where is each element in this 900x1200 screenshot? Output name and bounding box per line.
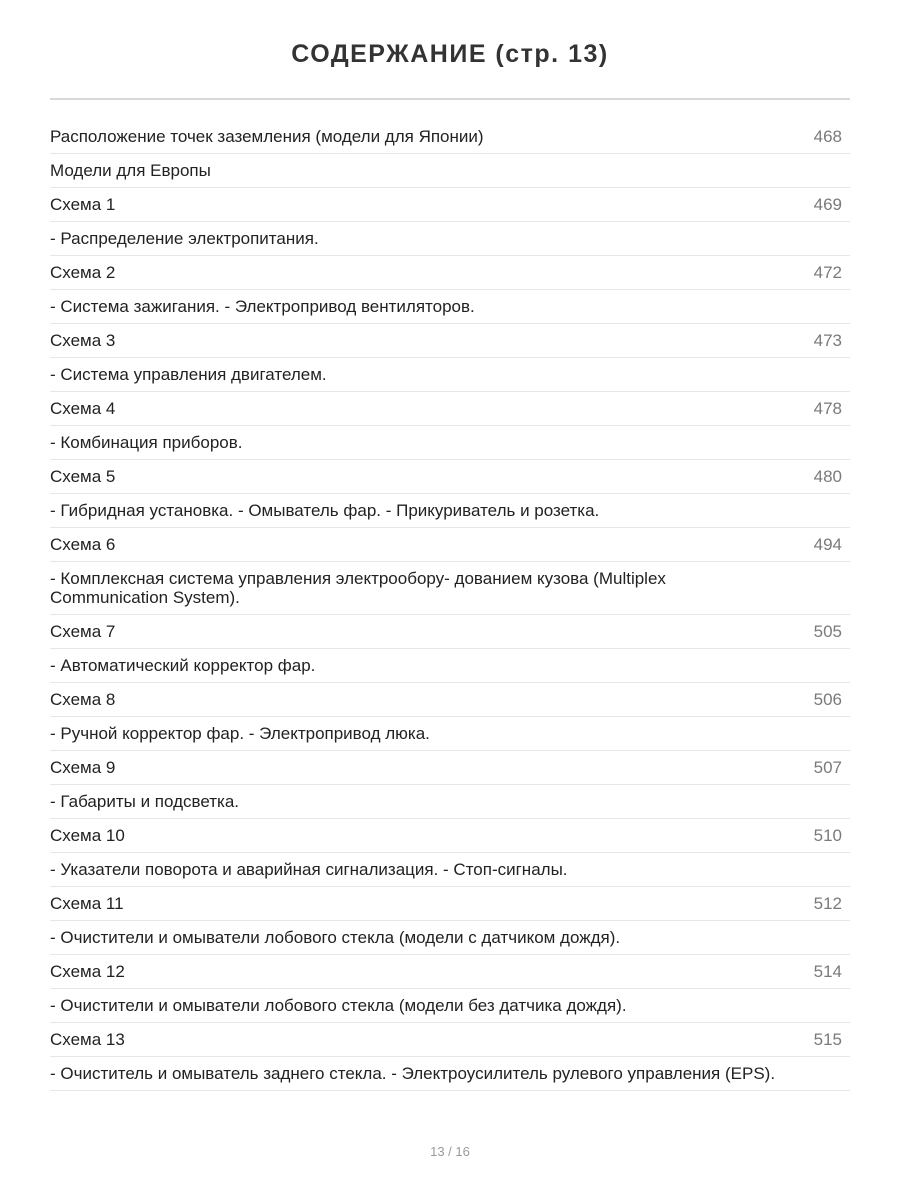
toc-entry-text: - Очистители и омыватели лобового стекла (модели с датчиком дождя). bbox=[50, 928, 621, 947]
title-divider bbox=[50, 98, 850, 100]
toc-entry-text: - Очистители и омыватели лобового стекла (модели без датчика дождя). bbox=[50, 996, 627, 1015]
toc-entry-text: Расположение точек заземления (модели для Японии) bbox=[50, 127, 484, 146]
toc-page-number: 473 bbox=[813, 331, 842, 350]
toc-row bbox=[50, 1023, 850, 1057]
toc-entry-text: - Комбинация приборов. bbox=[50, 433, 243, 452]
toc-page-number: 505 bbox=[813, 622, 842, 641]
toc-entry-text: - Комплексная система управления электрообору- дованием кузова (Multiplex Communication System). bbox=[50, 569, 666, 607]
toc-row bbox=[50, 717, 850, 751]
toc-entry-text: - Указатели поворота и аварийная сигнализация. - Стоп-сигналы. bbox=[50, 860, 568, 879]
page-title: СОДЕРЖАНИЕ (стр. 13) bbox=[291, 40, 609, 68]
toc-entry-text: Схема 2 bbox=[50, 263, 116, 282]
toc-row bbox=[50, 921, 850, 955]
toc-row bbox=[50, 683, 850, 717]
toc-page-number: 480 bbox=[813, 467, 842, 486]
toc-row bbox=[50, 528, 850, 562]
toc-entry-text: Схема 3 bbox=[50, 331, 116, 350]
toc-entry-text: - Ручной корректор фар. - Электропривод люка. bbox=[50, 724, 430, 743]
toc-row bbox=[50, 494, 850, 528]
toc-row bbox=[50, 853, 850, 887]
toc-row bbox=[50, 426, 850, 460]
toc-page-number: 468 bbox=[813, 127, 842, 146]
toc-row bbox=[50, 649, 850, 683]
toc-entry-text: - Система управления двигателем. bbox=[50, 365, 327, 384]
toc-row bbox=[50, 989, 850, 1023]
toc-entry-text: Схема 10 bbox=[50, 826, 125, 845]
toc-entry-text: Схема 7 bbox=[50, 622, 116, 641]
page-number-footer: 13 / 16 bbox=[430, 1144, 470, 1159]
toc-row bbox=[50, 358, 850, 392]
toc-row bbox=[50, 222, 850, 256]
toc-entry-text: Схема 12 bbox=[50, 962, 125, 981]
toc-row bbox=[50, 324, 850, 358]
toc-entry-text: Модели для Европы bbox=[50, 161, 211, 180]
toc-entry-text: Схема 8 bbox=[50, 690, 116, 709]
toc-page-number: 469 bbox=[813, 195, 842, 214]
toc-entry-text: - Система зажигания. - Электропривод вентиляторов. bbox=[50, 297, 475, 316]
toc-row bbox=[50, 785, 850, 819]
toc-entry-text: Схема 13 bbox=[50, 1030, 125, 1049]
toc-entry-text: Схема 6 bbox=[50, 535, 116, 554]
toc-row bbox=[50, 562, 850, 615]
toc-page-number: 510 bbox=[813, 826, 842, 845]
toc-page-number: 478 bbox=[813, 399, 842, 418]
toc-entry-text: - Распределение электропитания. bbox=[50, 229, 319, 248]
toc-entry-text: Схема 9 bbox=[50, 758, 116, 777]
toc-row bbox=[50, 256, 850, 290]
toc-entry-text: Схема 11 bbox=[50, 894, 124, 913]
toc-entry-text: - Очиститель и омыватель заднего стекла. - Электроусилитель рулевого управления (EPS). bbox=[50, 1064, 776, 1083]
toc-entry-text: - Гибридная установка. - Омыватель фар. - Прикуриватель и розетка. bbox=[50, 501, 600, 520]
toc-row bbox=[50, 460, 850, 494]
toc-row bbox=[50, 120, 850, 154]
toc-page-number: 514 bbox=[813, 962, 842, 981]
toc-row bbox=[50, 955, 850, 989]
toc-entry-text: - Габариты и подсветка. bbox=[50, 792, 240, 811]
toc-entry-text: Схема 1 bbox=[50, 195, 116, 214]
toc-row bbox=[50, 188, 850, 222]
toc-row bbox=[50, 887, 850, 921]
toc-entry-text: Схема 5 bbox=[50, 467, 116, 486]
toc-page-number: 515 bbox=[813, 1030, 842, 1049]
toc-row bbox=[50, 615, 850, 649]
toc-entry-text: Схема 4 bbox=[50, 399, 116, 418]
toc-page-number: 472 bbox=[813, 263, 842, 282]
toc-row bbox=[50, 751, 850, 785]
toc-entry-text: - Автоматический корректор фар. bbox=[50, 656, 316, 675]
toc-page-number: 506 bbox=[813, 690, 842, 709]
toc-row bbox=[50, 290, 850, 324]
toc-page-number: 494 bbox=[813, 535, 842, 554]
toc-page-number: 512 bbox=[813, 894, 842, 913]
toc-row bbox=[50, 1057, 850, 1091]
toc-row bbox=[50, 819, 850, 853]
table-of-contents bbox=[50, 120, 850, 1091]
toc-row bbox=[50, 154, 850, 188]
toc-page-number: 507 bbox=[813, 758, 842, 777]
toc-row bbox=[50, 392, 850, 426]
